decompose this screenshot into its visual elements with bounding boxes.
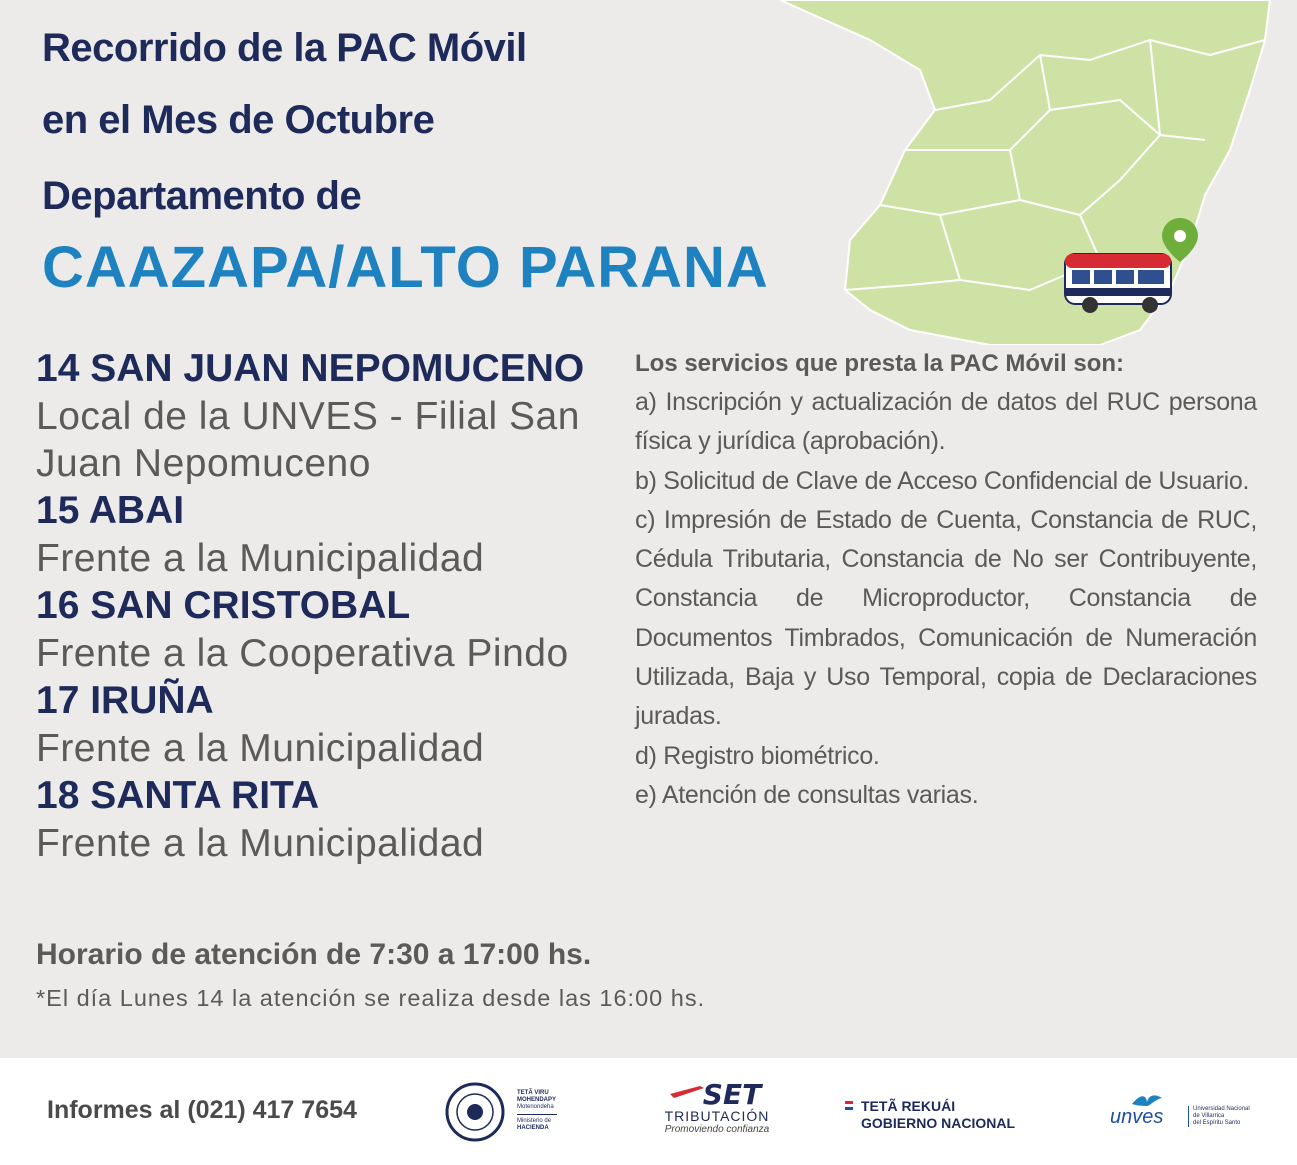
- hacienda-line-1: TETÃ VIRU: [517, 1090, 549, 1096]
- stop-place: Frente a la Municipalidad: [36, 822, 485, 865]
- hacienda-line-3: Motenondeha: [517, 1104, 554, 1110]
- service-item: a) Inscripción y actualización de datos del RUC persona física y jurídica (aprobación).: [635, 388, 1257, 456]
- service-item: b) Solicitud de Clave de Acceso Confidencial de Usuario.: [635, 466, 1250, 495]
- stop-place: Frente a la Cooperativa Pindo: [36, 632, 569, 675]
- flag-icon: [845, 1101, 853, 1111]
- opening-hours: Horario de atención de 7:30 a 17:00 hs.: [36, 938, 592, 971]
- set-sub: TRIBUTACIÓN: [664, 1108, 770, 1124]
- set-swoosh-icon: [670, 1084, 704, 1098]
- set-tagline: Promoviendo confianza: [664, 1124, 770, 1135]
- bus-icon: [1065, 254, 1171, 313]
- stop-place: Frente a la Municipalidad: [36, 727, 485, 770]
- set-main: SET: [702, 1078, 762, 1111]
- stop-title: 16 SAN CRISTOBAL: [36, 584, 411, 627]
- header-line-2: en el Mes de Octubre: [42, 98, 435, 142]
- header-line-1: Recorrido de la PAC Móvil: [42, 26, 527, 70]
- services-panel: [635, 345, 1257, 815]
- stops-list: [36, 345, 626, 867]
- stop-item: [36, 677, 626, 772]
- gobierno-line-1: TETÃ REKUÁI: [861, 1098, 956, 1114]
- hacienda-logo: [445, 1082, 575, 1142]
- stop-title: 14 SAN JUAN NEPOMUCENO: [36, 347, 585, 390]
- paraguay-seal-icon: [445, 1082, 505, 1142]
- unves-logo: [1110, 1094, 1270, 1139]
- stop-place: Frente a la Municipalidad: [36, 537, 485, 580]
- service-item: c) Impresión de Estado de Cuenta, Constancia de RUC, Cédula Tributaria, Constancia de No ser Contribuyente, Constancia de Microproductor, Constancia de Documentos Timbrados, Comunicación de Numeración Utilizada, Baja y Uso Temporal, copia de Declaraciones juradas.: [635, 505, 1257, 731]
- hacienda-line-4: Ministerio de: [517, 1118, 552, 1124]
- stop-title: 17 IRUÑA: [36, 679, 214, 722]
- unves-name: unves: [1110, 1106, 1164, 1128]
- hours-note: *El día Lunes 14 la atención se realiza desde las 16:00 hs.: [36, 985, 706, 1011]
- unves-line-3: del Espíritu Santo: [1193, 1120, 1241, 1126]
- gobierno-logo: [845, 1098, 1045, 1138]
- services-title: Los servicios que presta la PAC Móvil son:: [635, 350, 1125, 377]
- set-logo: [662, 1078, 772, 1142]
- stop-place: Local de la UNVES - Filial San Juan Nepomuceno: [36, 395, 580, 485]
- gobierno-line-2: GOBIERNO NACIONAL: [861, 1115, 1015, 1131]
- hacienda-line-2: MOHENDAPY: [517, 1097, 557, 1103]
- unves-line-2: de Villarrica: [1193, 1113, 1225, 1119]
- hacienda-line-5: HACIENDA: [517, 1125, 549, 1131]
- service-item: e) Atención de consultas varias.: [635, 780, 979, 809]
- stop-title: 18 SANTA RITA: [36, 774, 320, 817]
- header-line-3: Departamento de: [42, 174, 362, 218]
- contact-phone: Informes al (021) 417 7654: [47, 1096, 357, 1124]
- department-name: CAAZAPA/ALTO PARANA: [42, 235, 769, 300]
- footer: [0, 1058, 1297, 1165]
- unves-line-1: Universidad Nacional: [1193, 1106, 1250, 1112]
- stop-item: [36, 487, 626, 582]
- stop-item: [36, 772, 626, 867]
- stop-item: [36, 345, 626, 487]
- department-map: [760, 0, 1297, 345]
- stop-item: [36, 582, 626, 677]
- service-item: d) Registro biométrico.: [635, 741, 880, 770]
- stop-title: 15 ABAI: [36, 489, 185, 532]
